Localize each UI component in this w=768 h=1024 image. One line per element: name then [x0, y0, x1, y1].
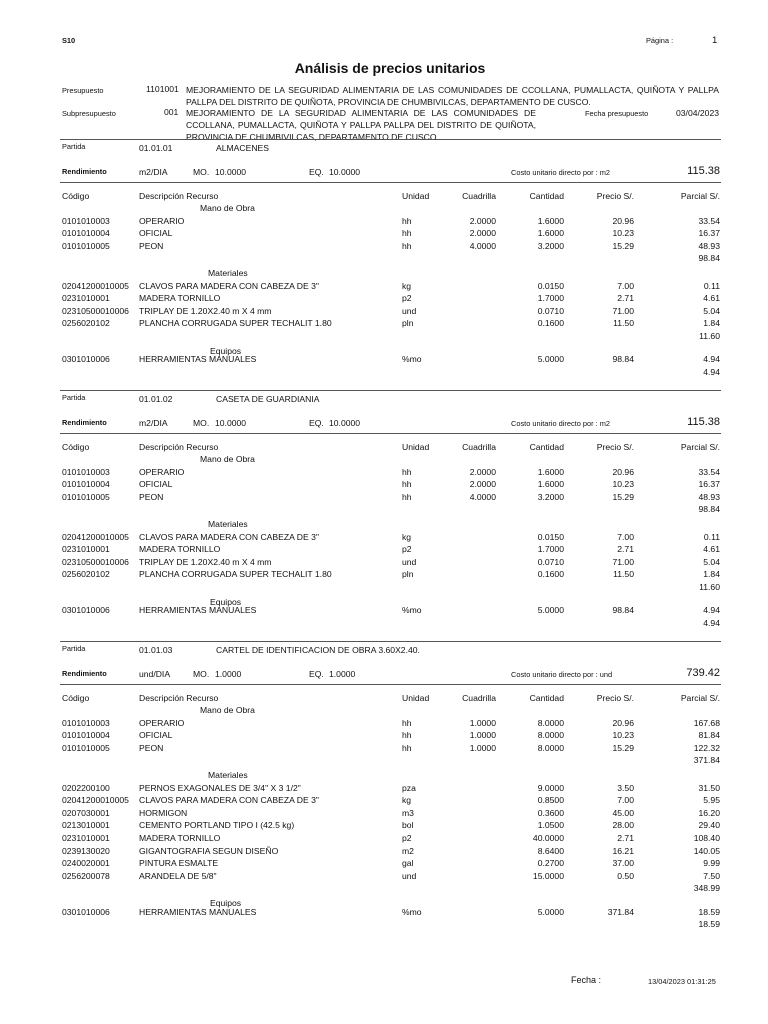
row-unit: kg — [402, 795, 412, 806]
row-code: 0301010006 — [62, 906, 110, 917]
page-label: Página : — [646, 36, 674, 45]
header-separator — [60, 182, 721, 183]
row-parcial: 4.94 — [703, 354, 720, 365]
row-cantidad: 0.3600 — [537, 807, 564, 818]
equipos-subtotal: 18.59 — [698, 919, 720, 930]
row-precio: 20.96 — [612, 717, 634, 728]
row-precio: 98.84 — [612, 605, 634, 616]
row-precio: 28.00 — [612, 820, 634, 831]
partida-separator — [60, 641, 721, 642]
eq-value: 1.0000 — [329, 669, 356, 679]
partida-label: Partida — [62, 393, 86, 402]
row-precio: 2.71 — [617, 293, 634, 304]
page-title: Análisis de precios unitarios — [294, 60, 486, 76]
row-parcial: 0.11 — [703, 531, 720, 542]
row-cantidad: 0.8500 — [537, 795, 564, 806]
row-description: HORMIGON — [139, 807, 188, 818]
mo-label: MO. — [193, 167, 210, 177]
rendimiento-label: Rendimiento — [62, 418, 107, 427]
row-precio: 71.00 — [612, 556, 634, 567]
row-cantidad: 1.6000 — [537, 228, 564, 239]
header-separator — [60, 684, 721, 685]
equipos-subtotal: 4.94 — [703, 366, 720, 377]
row-cantidad: 0.0710 — [537, 305, 564, 316]
row-precio: 2.71 — [617, 833, 634, 843]
mano-de-obra-subtotal: 98.84 — [698, 253, 720, 264]
row-parcial: 81.84 — [698, 730, 720, 741]
row-parcial: 31.50 — [698, 782, 720, 793]
row-cantidad: 0.0150 — [537, 531, 564, 542]
group-mano-de-obra: Mano de Obra — [200, 203, 255, 213]
partida-label: Partida — [62, 644, 86, 653]
row-unit: pln — [402, 569, 414, 580]
mano-de-obra-subtotal: 371.84 — [693, 755, 720, 766]
row-unit: %mo — [402, 906, 422, 917]
row-cuadrilla: 1.0000 — [469, 742, 496, 753]
row-parcial: 167.68 — [693, 717, 720, 728]
row-code: 0239130020 — [62, 845, 110, 856]
page-number: 1 — [712, 35, 718, 46]
col-descripcion: Descripción Recurso — [139, 442, 219, 452]
col-cantidad: Cantidad — [529, 693, 564, 703]
row-code: 0213010001 — [62, 820, 110, 831]
row-parcial: 48.93 — [698, 240, 720, 251]
col-cuadrilla: Cuadrilla — [462, 191, 496, 201]
row-parcial: 140.05 — [693, 845, 720, 856]
row-precio: 16.21 — [612, 845, 634, 856]
mo-value: 1.0000 — [215, 669, 242, 679]
row-cantidad: 3.2000 — [537, 491, 564, 502]
row-parcial: 33.54 — [698, 466, 720, 477]
col-parcial: Parcial S/. — [680, 191, 720, 201]
rendimiento-label: Rendimiento — [62, 669, 107, 678]
row-unit: gal — [402, 858, 414, 869]
partida-code: 01.01.01 — [139, 143, 173, 153]
row-parcial: 16.20 — [698, 807, 720, 818]
row-precio: 98.84 — [612, 354, 634, 365]
row-precio: 11.50 — [613, 569, 634, 580]
row-precio: 15.29 — [612, 240, 634, 251]
row-description: MADERA TORNILLO — [139, 293, 221, 304]
row-unit: hh — [402, 742, 412, 753]
row-description: CEMENTO PORTLAND TIPO I (42.5 kg) — [139, 820, 295, 831]
row-cuadrilla: 4.0000 — [469, 240, 496, 251]
row-parcial: 29.40 — [698, 820, 720, 831]
row-unit: hh — [402, 717, 412, 728]
row-unit: m3 — [402, 807, 414, 818]
materiales-subtotal: 11.60 — [699, 582, 720, 592]
group-equipos: Equipos — [210, 596, 242, 607]
costo-unitario-value: 115.38 — [687, 416, 720, 428]
row-precio: 37.00 — [612, 858, 634, 869]
group-equipos: Equipos — [210, 898, 242, 908]
equipos-subtotal: 4.94 — [703, 617, 720, 628]
group-materiales: Materiales — [208, 519, 248, 529]
row-precio: 10.23 — [612, 479, 634, 490]
row-code: 0256200078 — [62, 870, 110, 881]
row-unit: und — [402, 305, 417, 316]
col-precio: Precio S/. — [596, 442, 634, 452]
row-description: PLANCHA CORRUGADA SUPER TECHALIT 1.80 — [139, 318, 332, 329]
row-description: TRIPLAY DE 1.20X2.40 m X 4 mm — [139, 305, 272, 316]
fecha-presupuesto: 03/04/2023 — [676, 108, 720, 118]
row-description: CLAVOS PARA MADERA CON CABEZA DE 3" — [139, 280, 319, 291]
row-precio: 20.96 — [612, 466, 634, 477]
col-cuadrilla: Cuadrilla — [462, 442, 496, 452]
row-unit: m2 — [402, 845, 414, 856]
col-codigo: Código — [62, 442, 90, 452]
row-parcial: 5.04 — [703, 305, 720, 316]
materiales-subtotal: 348.99 — [693, 883, 720, 894]
row-cantidad: 8.0000 — [537, 717, 564, 728]
row-code: 0101010005 — [62, 491, 110, 502]
costo-unitario-value: 115.38 — [687, 165, 720, 177]
row-cantidad: 15.0000 — [532, 870, 564, 881]
partida-separator — [60, 139, 721, 140]
row-precio: 45.00 — [612, 807, 634, 818]
row-parcial: 16.37 — [698, 228, 720, 239]
row-code: 0301010006 — [62, 605, 110, 616]
row-unit: und — [402, 870, 417, 881]
row-cuadrilla: 2.0000 — [469, 479, 496, 490]
eq-value: 10.0000 — [329, 418, 361, 428]
row-description: PLANCHA CORRUGADA SUPER TECHALIT 1.80 — [139, 569, 332, 580]
row-code: 0101010004 — [62, 730, 110, 741]
row-description: ARANDELA DE 5/8" — [139, 870, 217, 881]
presupuesto-description: MEJORAMIENTO DE LA SEGURIDAD ALIMENTARIA DE LAS COMUNIDADES DE CCOLLANA, PUMALLACTA, QUIÑOTA Y PALLPA PALLPA DEL DISTRITO DE QUIÑOTA, PROVINCIA DE CHUMBIVILCAS, DEPARTAMENTO DE CUSCO. — [186, 85, 719, 107]
row-precio: 0.50 — [617, 870, 634, 881]
row-cantidad: 0.0710 — [537, 556, 564, 567]
row-description: CLAVOS PARA MADERA CON CABEZA DE 3" — [139, 795, 319, 806]
row-precio: 15.29 — [612, 742, 634, 753]
row-code: 02310500010006 — [62, 305, 129, 316]
col-descripcion: Descripción Recurso — [139, 191, 219, 201]
row-description: OPERARIO — [139, 466, 185, 477]
row-code: 02041200010005 — [62, 531, 129, 542]
row-unit: %mo — [402, 605, 422, 616]
row-code: 02310500010006 — [62, 556, 129, 567]
row-code: 0256020102 — [62, 318, 110, 329]
costo-unitario-value: 739.42 — [686, 667, 720, 679]
row-description: PERNOS EXAGONALES DE 3/4" X 3 1/2" — [139, 782, 301, 793]
row-code: 0101010004 — [62, 228, 110, 239]
row-parcial: 1.84 — [703, 569, 720, 580]
row-unit: p2 — [402, 544, 412, 555]
eq-label: EQ. — [309, 418, 324, 428]
row-parcial: 5.95 — [703, 795, 720, 806]
col-unidad: Unidad — [402, 191, 430, 201]
subpresupuesto-label: Subpresupuesto — [62, 109, 116, 118]
col-descripcion: Descripción Recurso — [139, 693, 219, 703]
row-cantidad: 1.6000 — [537, 215, 564, 226]
row-parcial: 5.04 — [703, 556, 720, 567]
row-description: HERRAMIENTAS MANUALES — [139, 354, 257, 365]
col-precio: Precio S/. — [596, 191, 634, 201]
row-unit: hh — [402, 479, 412, 490]
footer-fecha: 13/04/2023 01:31:25 — [648, 977, 716, 986]
row-code: 02041200010005 — [62, 795, 129, 806]
subpresupuesto-description: MEJORAMIENTO DE LA SEGURIDAD ALIMENTARIA DE LAS COMUNIDADES DE CCOLLANA, PUMALLACTA, QUIÑOTA Y PALLPA PALLPA DEL DISTRITO DE QUIÑOTA, PROVINCIA DE CHUMBIVILCAS, DEPARTAMENTO DE CUSCO. — [186, 108, 536, 142]
rendimiento-unit: m2/DIA — [139, 418, 168, 428]
eq-label: EQ. — [309, 669, 324, 679]
row-code: 0101010004 — [62, 479, 110, 490]
row-parcial: 0.11 — [703, 280, 720, 291]
row-cantidad: 1.7000 — [537, 293, 564, 304]
mo-label: MO. — [193, 418, 210, 428]
col-parcial: Parcial S/. — [680, 442, 720, 452]
row-precio: 2.71 — [617, 544, 634, 555]
row-cuadrilla: 2.0000 — [469, 215, 496, 226]
row-description: GIGANTOGRAFIA SEGUN DISEÑO — [139, 845, 279, 856]
row-description: OFICIAL — [139, 228, 173, 239]
row-description: MADERA TORNILLO — [139, 833, 221, 843]
row-description: TRIPLAY DE 1.20X2.40 m X 4 mm — [139, 556, 272, 567]
row-unit: pln — [402, 318, 414, 329]
group-materiales: Materiales — [208, 268, 248, 278]
partida-code: 01.01.02 — [139, 394, 173, 404]
eq-label: EQ. — [309, 167, 324, 177]
col-cuadrilla: Cuadrilla — [462, 693, 496, 703]
row-unit: hh — [402, 228, 412, 239]
row-unit: bol — [402, 820, 414, 831]
row-code: 0231010001 — [62, 833, 110, 843]
row-cantidad: 8.0000 — [537, 730, 564, 741]
row-cuadrilla: 1.0000 — [469, 717, 496, 728]
partida-separator — [60, 390, 721, 391]
row-code: 0256020102 — [62, 569, 110, 580]
row-description: OPERARIO — [139, 215, 185, 226]
row-parcial: 7.50 — [703, 870, 720, 881]
row-code: 0101010003 — [62, 717, 110, 728]
row-code: 0101010003 — [62, 215, 110, 226]
costo-unitario-label: Costo unitario directo por : und — [511, 670, 613, 679]
group-mano-de-obra: Mano de Obra — [200, 705, 255, 715]
row-description: PEON — [139, 240, 164, 251]
row-parcial: 48.93 — [698, 491, 720, 502]
row-code: 0240020001 — [62, 858, 110, 869]
col-codigo: Código — [62, 191, 90, 201]
row-unit: kg — [402, 280, 412, 291]
subpresupuesto-code: 001 — [164, 107, 179, 117]
eq-value: 10.0000 — [329, 167, 361, 177]
row-parcial: 122.32 — [693, 742, 720, 753]
col-precio: Precio S/. — [596, 693, 634, 703]
row-parcial: 1.84 — [703, 318, 720, 329]
group-equipos: Equipos — [210, 345, 242, 356]
row-cantidad: 5.0000 — [537, 906, 564, 917]
row-description: MADERA TORNILLO — [139, 544, 221, 555]
row-precio: 10.23 — [612, 228, 634, 239]
row-parcial: 9.99 — [703, 858, 720, 869]
mo-label: MO. — [193, 669, 210, 679]
row-precio: 71.00 — [612, 305, 634, 316]
row-cantidad: 1.6000 — [537, 479, 564, 490]
row-cuadrilla: 1.0000 — [469, 730, 496, 741]
row-precio: 3.50 — [617, 782, 634, 793]
row-parcial: 4.61 — [703, 293, 720, 304]
row-code: 0231010001 — [62, 293, 110, 304]
partida-name: CARTEL DE IDENTIFICACION DE OBRA 3.60X2.40. — [216, 645, 420, 655]
row-precio: 371.84 — [607, 906, 634, 917]
row-parcial: 33.54 — [698, 215, 720, 226]
partida-name: ALMACENES — [216, 143, 270, 153]
row-unit: hh — [402, 240, 412, 251]
row-description: HERRAMIENTAS MANUALES — [139, 605, 257, 616]
row-description: OPERARIO — [139, 717, 185, 728]
row-unit: hh — [402, 491, 412, 502]
partida-name: CASETA DE GUARDIANIA — [216, 394, 320, 404]
group-mano-de-obra: Mano de Obra — [200, 454, 255, 464]
row-precio: 7.00 — [617, 795, 634, 806]
col-cantidad: Cantidad — [529, 191, 564, 201]
row-precio: 7.00 — [617, 280, 634, 291]
presupuesto-code: 1101001 — [146, 84, 179, 94]
row-unit: hh — [402, 215, 412, 226]
row-cantidad: 5.0000 — [537, 354, 564, 365]
row-cuadrilla: 2.0000 — [469, 466, 496, 477]
row-parcial: 4.94 — [703, 605, 720, 616]
rendimiento-unit: m2/DIA — [139, 167, 168, 177]
row-cantidad: 9.0000 — [537, 782, 564, 793]
row-parcial: 16.37 — [698, 479, 720, 490]
col-unidad: Unidad — [402, 693, 430, 703]
costo-unitario-label: Costo unitario directo por : m2 — [511, 419, 610, 428]
costo-unitario-label: Costo unitario directo por : m2 — [511, 168, 610, 177]
row-description: CLAVOS PARA MADERA CON CABEZA DE 3" — [139, 531, 319, 542]
row-cuadrilla: 2.0000 — [469, 228, 496, 239]
row-parcial: 18.59 — [698, 906, 720, 917]
row-unit: %mo — [402, 354, 422, 365]
row-cantidad: 8.6400 — [537, 845, 564, 856]
row-code: 0207030001 — [62, 807, 110, 818]
row-code: 0101010005 — [62, 240, 110, 251]
row-description: HERRAMIENTAS MANUALES — [139, 906, 257, 917]
partida-code: 01.01.03 — [139, 645, 173, 655]
row-precio: 15.29 — [612, 491, 634, 502]
footer-fecha-label: Fecha : — [571, 975, 602, 985]
row-code: 02041200010005 — [62, 280, 129, 291]
row-unit: pza — [402, 782, 416, 793]
row-precio: 11.50 — [613, 318, 634, 329]
row-precio: 20.96 — [612, 215, 634, 226]
presupuesto-label: Presupuesto — [62, 86, 104, 95]
row-cantidad: 0.2700 — [537, 858, 564, 869]
mo-value: 10.0000 — [215, 167, 247, 177]
col-parcial: Parcial S/. — [680, 693, 720, 703]
row-cantidad: 8.0000 — [537, 742, 564, 753]
row-cantidad: 1.0500 — [537, 820, 564, 831]
row-cantidad: 5.0000 — [537, 605, 564, 616]
header-separator — [60, 433, 721, 434]
row-unit: und — [402, 556, 417, 567]
col-codigo: Código — [62, 693, 90, 703]
group-materiales: Materiales — [208, 770, 248, 780]
row-cuadrilla: 4.0000 — [469, 491, 496, 502]
row-precio: 10.23 — [612, 730, 634, 741]
row-unit: p2 — [402, 293, 412, 304]
row-cantidad: 3.2000 — [537, 240, 564, 251]
row-parcial: 4.61 — [703, 544, 720, 555]
system-label: S10 — [62, 36, 76, 45]
row-cantidad: 40.0000 — [532, 833, 564, 843]
row-code: 0202200100 — [62, 782, 110, 793]
row-cantidad: 1.7000 — [537, 544, 564, 555]
row-code: 0301010006 — [62, 354, 110, 365]
partida-label: Partida — [62, 142, 86, 151]
materiales-subtotal: 11.60 — [699, 331, 720, 341]
row-unit: kg — [402, 531, 412, 542]
row-unit: hh — [402, 466, 412, 477]
row-description: OFICIAL — [139, 479, 173, 490]
row-cantidad: 1.6000 — [537, 466, 564, 477]
row-parcial: 108.40 — [693, 833, 720, 843]
row-unit: p2 — [402, 833, 412, 843]
mo-value: 10.0000 — [215, 418, 247, 428]
row-precio: 7.00 — [617, 531, 634, 542]
row-code: 0101010005 — [62, 742, 110, 753]
row-cantidad: 0.1600 — [537, 318, 564, 329]
rendimiento-unit: und/DIA — [139, 669, 171, 679]
row-code: 0101010003 — [62, 466, 110, 477]
row-description: OFICIAL — [139, 730, 173, 741]
row-description: PEON — [139, 491, 164, 502]
fecha-presupuesto-label: Fecha presupuesto — [585, 109, 649, 118]
row-description: PINTURA ESMALTE — [139, 858, 219, 869]
row-cantidad: 0.1600 — [537, 569, 564, 580]
rendimiento-label: Rendimiento — [62, 167, 107, 176]
row-cantidad: 0.0150 — [537, 280, 564, 291]
row-unit: hh — [402, 730, 412, 741]
col-cantidad: Cantidad — [529, 442, 564, 452]
row-code: 0231010001 — [62, 544, 110, 555]
col-unidad: Unidad — [402, 442, 430, 452]
mano-de-obra-subtotal: 98.84 — [698, 504, 720, 515]
row-description: PEON — [139, 742, 164, 753]
